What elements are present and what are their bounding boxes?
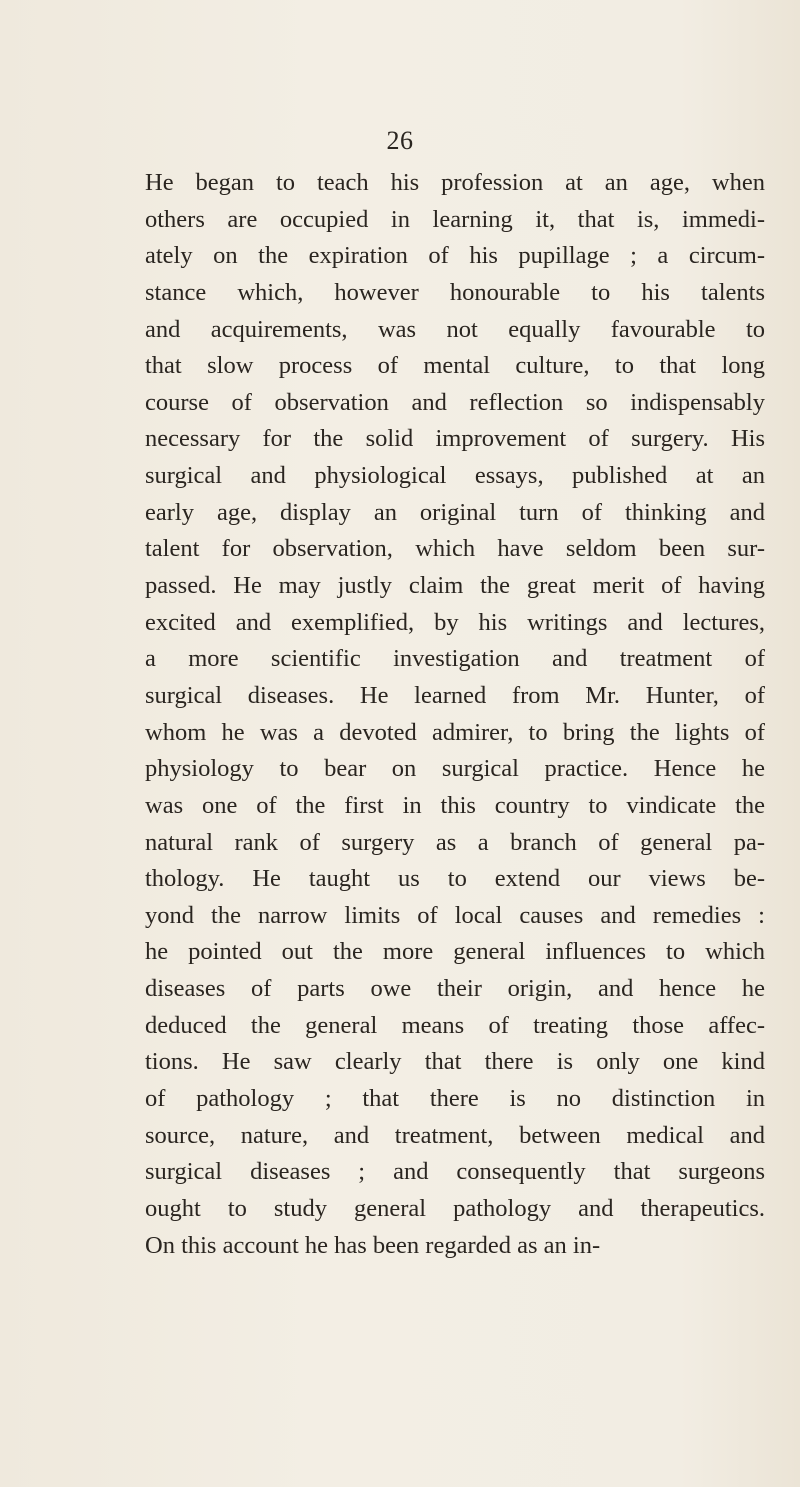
text-line: necessary for the solid improvement of surgery. His (145, 425, 765, 453)
text-line: a more scientific investigation and treatment of (145, 645, 765, 673)
text-line: of pathology ; that there is no distinction in (145, 1085, 765, 1113)
text-line: thology. He taught us to extend our views be- (145, 865, 765, 893)
text-line: tions. He saw clearly that there is only one kind (145, 1048, 765, 1076)
text-line: diseases of parts owe their origin, and hence he (145, 975, 765, 1003)
text-line: ately on the expiration of his pupillage ; a circum- (145, 242, 765, 270)
body-text (145, 165, 765, 1264)
text-line: He began to teach his profession at an age, when (145, 169, 765, 196)
text-line: that slow process of mental culture, to that long (145, 352, 765, 380)
text-line: ought to study general pathology and therapeutics. (145, 1194, 765, 1222)
text-line: source, nature, and treatment, between medical and (145, 1121, 765, 1149)
text-line: and acquirements, was not equally favourable to (145, 315, 765, 343)
text-line: whom he was a devoted admirer, to bring the lights of (145, 718, 765, 746)
page-number: 26 (386, 126, 414, 155)
text-line: he pointed out the more general influences to which (145, 938, 765, 966)
text-line: On this account he has been regarded as an in- (145, 1231, 601, 1259)
text-line: course of observation and reflection so indispensably (145, 388, 765, 416)
text-line: physiology to bear on surgical practice. Hence he (145, 755, 765, 783)
text-line: surgical and physiological essays, published at an (145, 462, 765, 490)
text-line: excited and exemplified, by his writings and lectures, (145, 608, 765, 636)
text-line: early age, display an original turn of thinking and (145, 498, 765, 526)
text-line: passed. He may justly claim the great merit of having (145, 572, 765, 600)
text-line: surgical diseases. He learned from Mr. Hunter, of (145, 681, 765, 709)
text-line: surgical diseases ; and consequently that surgeons (145, 1158, 765, 1186)
text-line: yond the narrow limits of local causes and remedies : (145, 901, 765, 929)
text-line: deduced the general means of treating those affec- (145, 1011, 765, 1039)
text-line: stance which, however honourable to his talents (145, 278, 765, 306)
text-line: natural rank of surgery as a branch of general pa- (145, 828, 765, 856)
text-line: talent for observation, which have seldom been sur- (145, 535, 765, 563)
text-line: others are occupied in learning it, that is, immedi- (145, 205, 765, 233)
text-line: was one of the first in this country to vindicate the (145, 791, 765, 819)
